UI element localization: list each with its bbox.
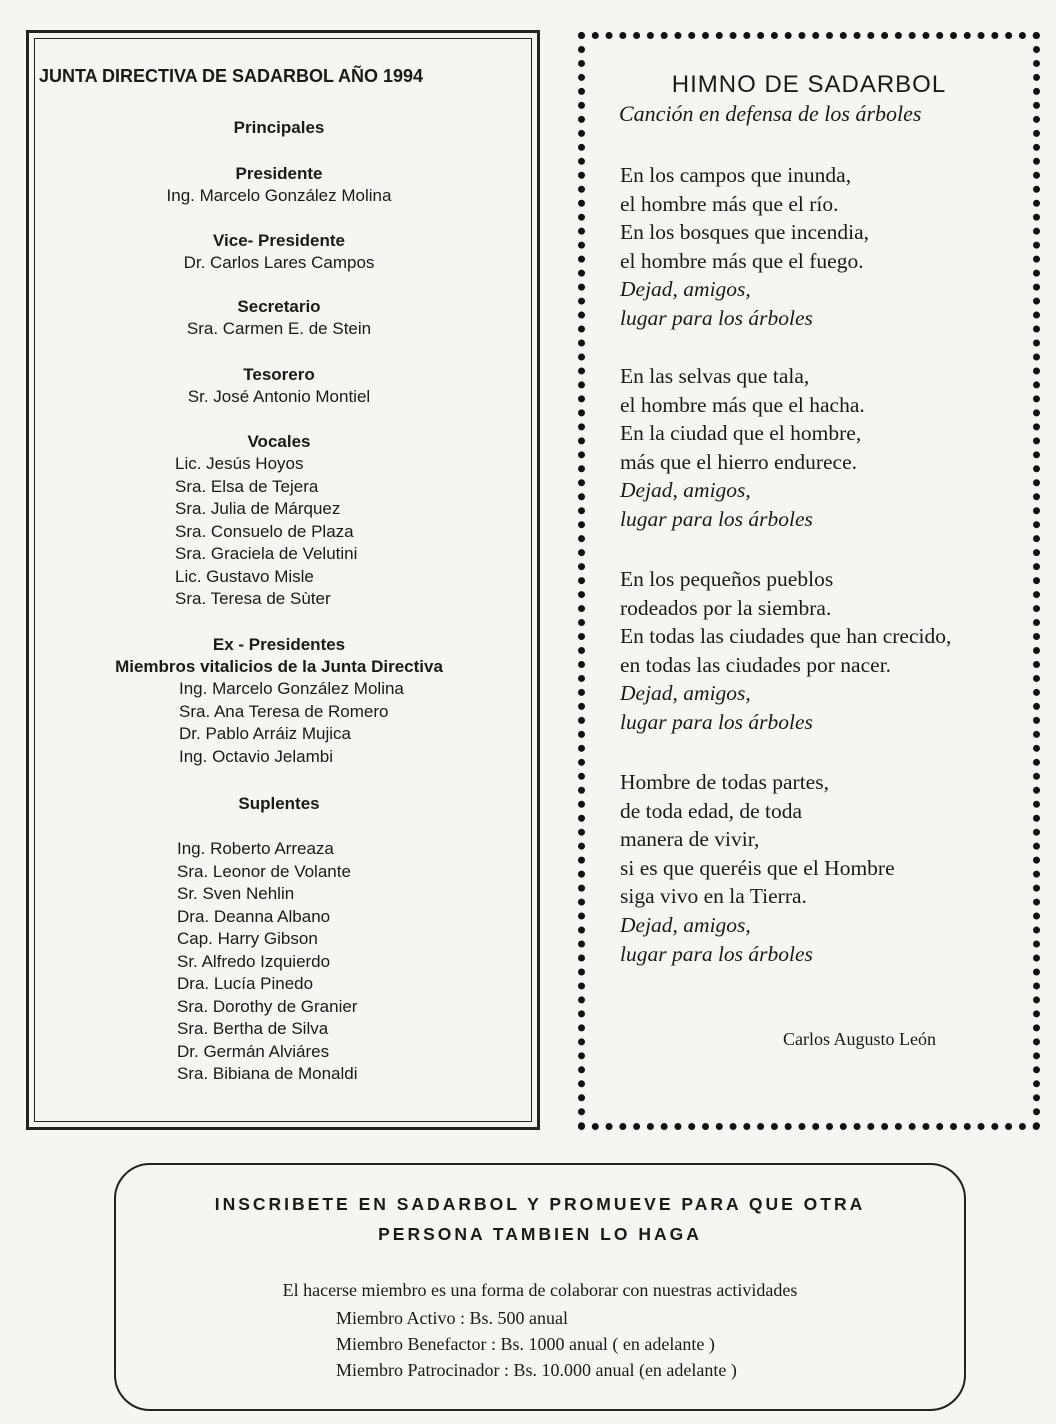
membership-item: Miembro Activo : Bs. 500 anual [336, 1308, 568, 1328]
cta-line-2: PERSONA TAMBIEN LO HAGA [378, 1224, 702, 1244]
himno-subtitle: Canción en defensa de los árboles [619, 101, 922, 126]
expresidentes-heading: Ex - Presidentes [212, 635, 346, 654]
membership-item: Miembro Benefactor : Bs. 1000 anual ( en adelante ) [336, 1334, 715, 1354]
refrain-line: lugar para los árboles [620, 709, 813, 734]
secretario-name: Sra. Carmen E. de Stein [186, 319, 372, 338]
expresidentes-heading-block [39, 634, 519, 678]
expresidentes-subheading: Miembros vitalicios de la Junta Directiva [115, 657, 443, 676]
verse-line: en todas las ciudades por nacer. [620, 652, 892, 677]
refrain-line: lugar para los árboles [620, 941, 813, 966]
verse-line: el hombre más que el hacha. [620, 392, 865, 417]
refrain-line: lugar para los árboles [620, 305, 813, 330]
himno-author: Carlos Augusto León [783, 1029, 936, 1049]
list-item: Sra. Ana Teresa de Romero [179, 701, 389, 721]
vocales-list [175, 453, 357, 611]
verse-line: Hombre de todas partes, [620, 770, 829, 794]
stanza-2 [620, 362, 865, 534]
suplentes-heading: Suplentes [238, 794, 320, 813]
vocales-heading-block [39, 431, 519, 453]
stanza-3 [620, 565, 951, 737]
membership-list [336, 1305, 737, 1383]
verse-line: En los campos que inunda, [620, 163, 852, 187]
refrain-line: Dejad, amigos, [620, 478, 751, 503]
stanza-1 [620, 161, 869, 333]
vicepresidente-block [39, 230, 519, 274]
tesorero-block [39, 364, 519, 408]
list-item: Lic. Gustavo Misle [175, 566, 314, 586]
inscribete-call-to-action [116, 1189, 964, 1249]
verse-line: En los bosques que incendia, [620, 220, 869, 245]
presidente-role: Presidente [235, 164, 323, 183]
verse-line: En los pequeños pueblos [620, 567, 834, 591]
list-item: Sr. Sven Nehlin [177, 884, 295, 903]
list-item: Dr. Germán Alviáres [177, 1041, 330, 1061]
list-item: Sr. Alfredo Izquierdo [177, 951, 331, 971]
list-item: Sra. Teresa de Sùter [175, 589, 331, 608]
verse-line: de toda edad, de toda [620, 798, 803, 823]
principales-heading-block [39, 117, 519, 139]
refrain-line: Dejad, amigos, [620, 681, 751, 706]
verse-line: En la ciudad que el hombre, [620, 421, 862, 446]
vicepresidente-role: Vice- Presidente [213, 231, 345, 250]
junta-directiva-panel [26, 30, 540, 1130]
list-item: Dra. Lucía Pinedo [177, 974, 314, 993]
list-item: Dr. Pablo Arráiz Mujica [179, 724, 351, 743]
secretario-block [39, 296, 519, 340]
verse-line: En todas las ciudades que han crecido, [620, 624, 952, 649]
vicepresidente-name: Dr. Carlos Lares Campos [183, 253, 375, 272]
list-item: Sra. Elsa de Tejera [175, 476, 319, 496]
membership-intro: El hacerse miembro es una forma de colaborar con nuestras actividades [282, 1280, 798, 1300]
stanza-4 [620, 768, 895, 968]
cta-line-1: INSCRIBETE EN SADARBOL Y PROMUEVE PARA QUE OTRA [214, 1194, 866, 1214]
refrain-line: Dejad, amigos, [620, 912, 751, 937]
list-item: Lic. Jesús Hoyos [175, 454, 304, 473]
verse-line: siga vivo en la Tierra. [620, 884, 807, 909]
list-item: Ing. Roberto Arreaza [177, 839, 334, 858]
junta-title: JUNTA DIRECTIVA DE SADARBOL AÑO 1994 [39, 66, 424, 86]
presidente-block [39, 163, 519, 207]
list-item: Sra. Leonor de Volante [177, 861, 351, 881]
list-item: Ing. Octavio Jelambi [179, 746, 334, 766]
refrain-line: Dejad, amigos, [620, 277, 751, 302]
list-item: Sra. Graciela de Velutini [175, 544, 358, 563]
list-item: Dra. Deanna Albano [177, 906, 331, 926]
list-item: Sra. Bertha de Silva [177, 1019, 329, 1038]
verse-line: el hombre más que el fuego. [620, 248, 864, 273]
inscribete-box [114, 1163, 966, 1411]
secretario-role: Secretario [237, 297, 321, 316]
list-item: Sra. Bibiana de Monaldi [177, 1064, 358, 1083]
presidente-name: Ing. Marcelo González Molina [166, 186, 392, 205]
verse-line: En las selvas que tala, [620, 364, 810, 388]
verse-line: rodeados por la siembra. [620, 595, 832, 620]
verse-line: más que el hierro endurece. [620, 449, 857, 474]
himno-title: HIMNO DE SADARBOL [671, 71, 947, 98]
refrain-line: lugar para los árboles [620, 506, 813, 531]
tesorero-name: Sr. José Antonio Montiel [187, 387, 371, 406]
membership-item: Miembro Patrocinador : Bs. 10.000 anual (en adelante ) [336, 1360, 737, 1380]
list-item: Cap. Harry Gibson [177, 929, 318, 948]
list-item: Sra. Julia de Márquez [175, 499, 341, 518]
list-item: Ing. Marcelo González Molina [179, 679, 404, 698]
verse-line: manera de vivir, [620, 827, 760, 852]
himno-panel [578, 32, 1040, 1130]
principales-heading: Principales [233, 118, 325, 137]
suplentes-heading-block [39, 793, 519, 815]
verse-line: el hombre más que el río. [620, 191, 839, 216]
vocales-heading: Vocales [247, 432, 311, 451]
verse-line: si es que queréis que el Hombre [620, 855, 895, 880]
list-item: Sra. Dorothy de Granier [177, 996, 358, 1016]
suplentes-list [177, 838, 358, 1086]
tesorero-role: Tesorero [243, 365, 315, 384]
expresidentes-list [179, 678, 404, 768]
list-item: Sra. Consuelo de Plaza [175, 521, 354, 541]
